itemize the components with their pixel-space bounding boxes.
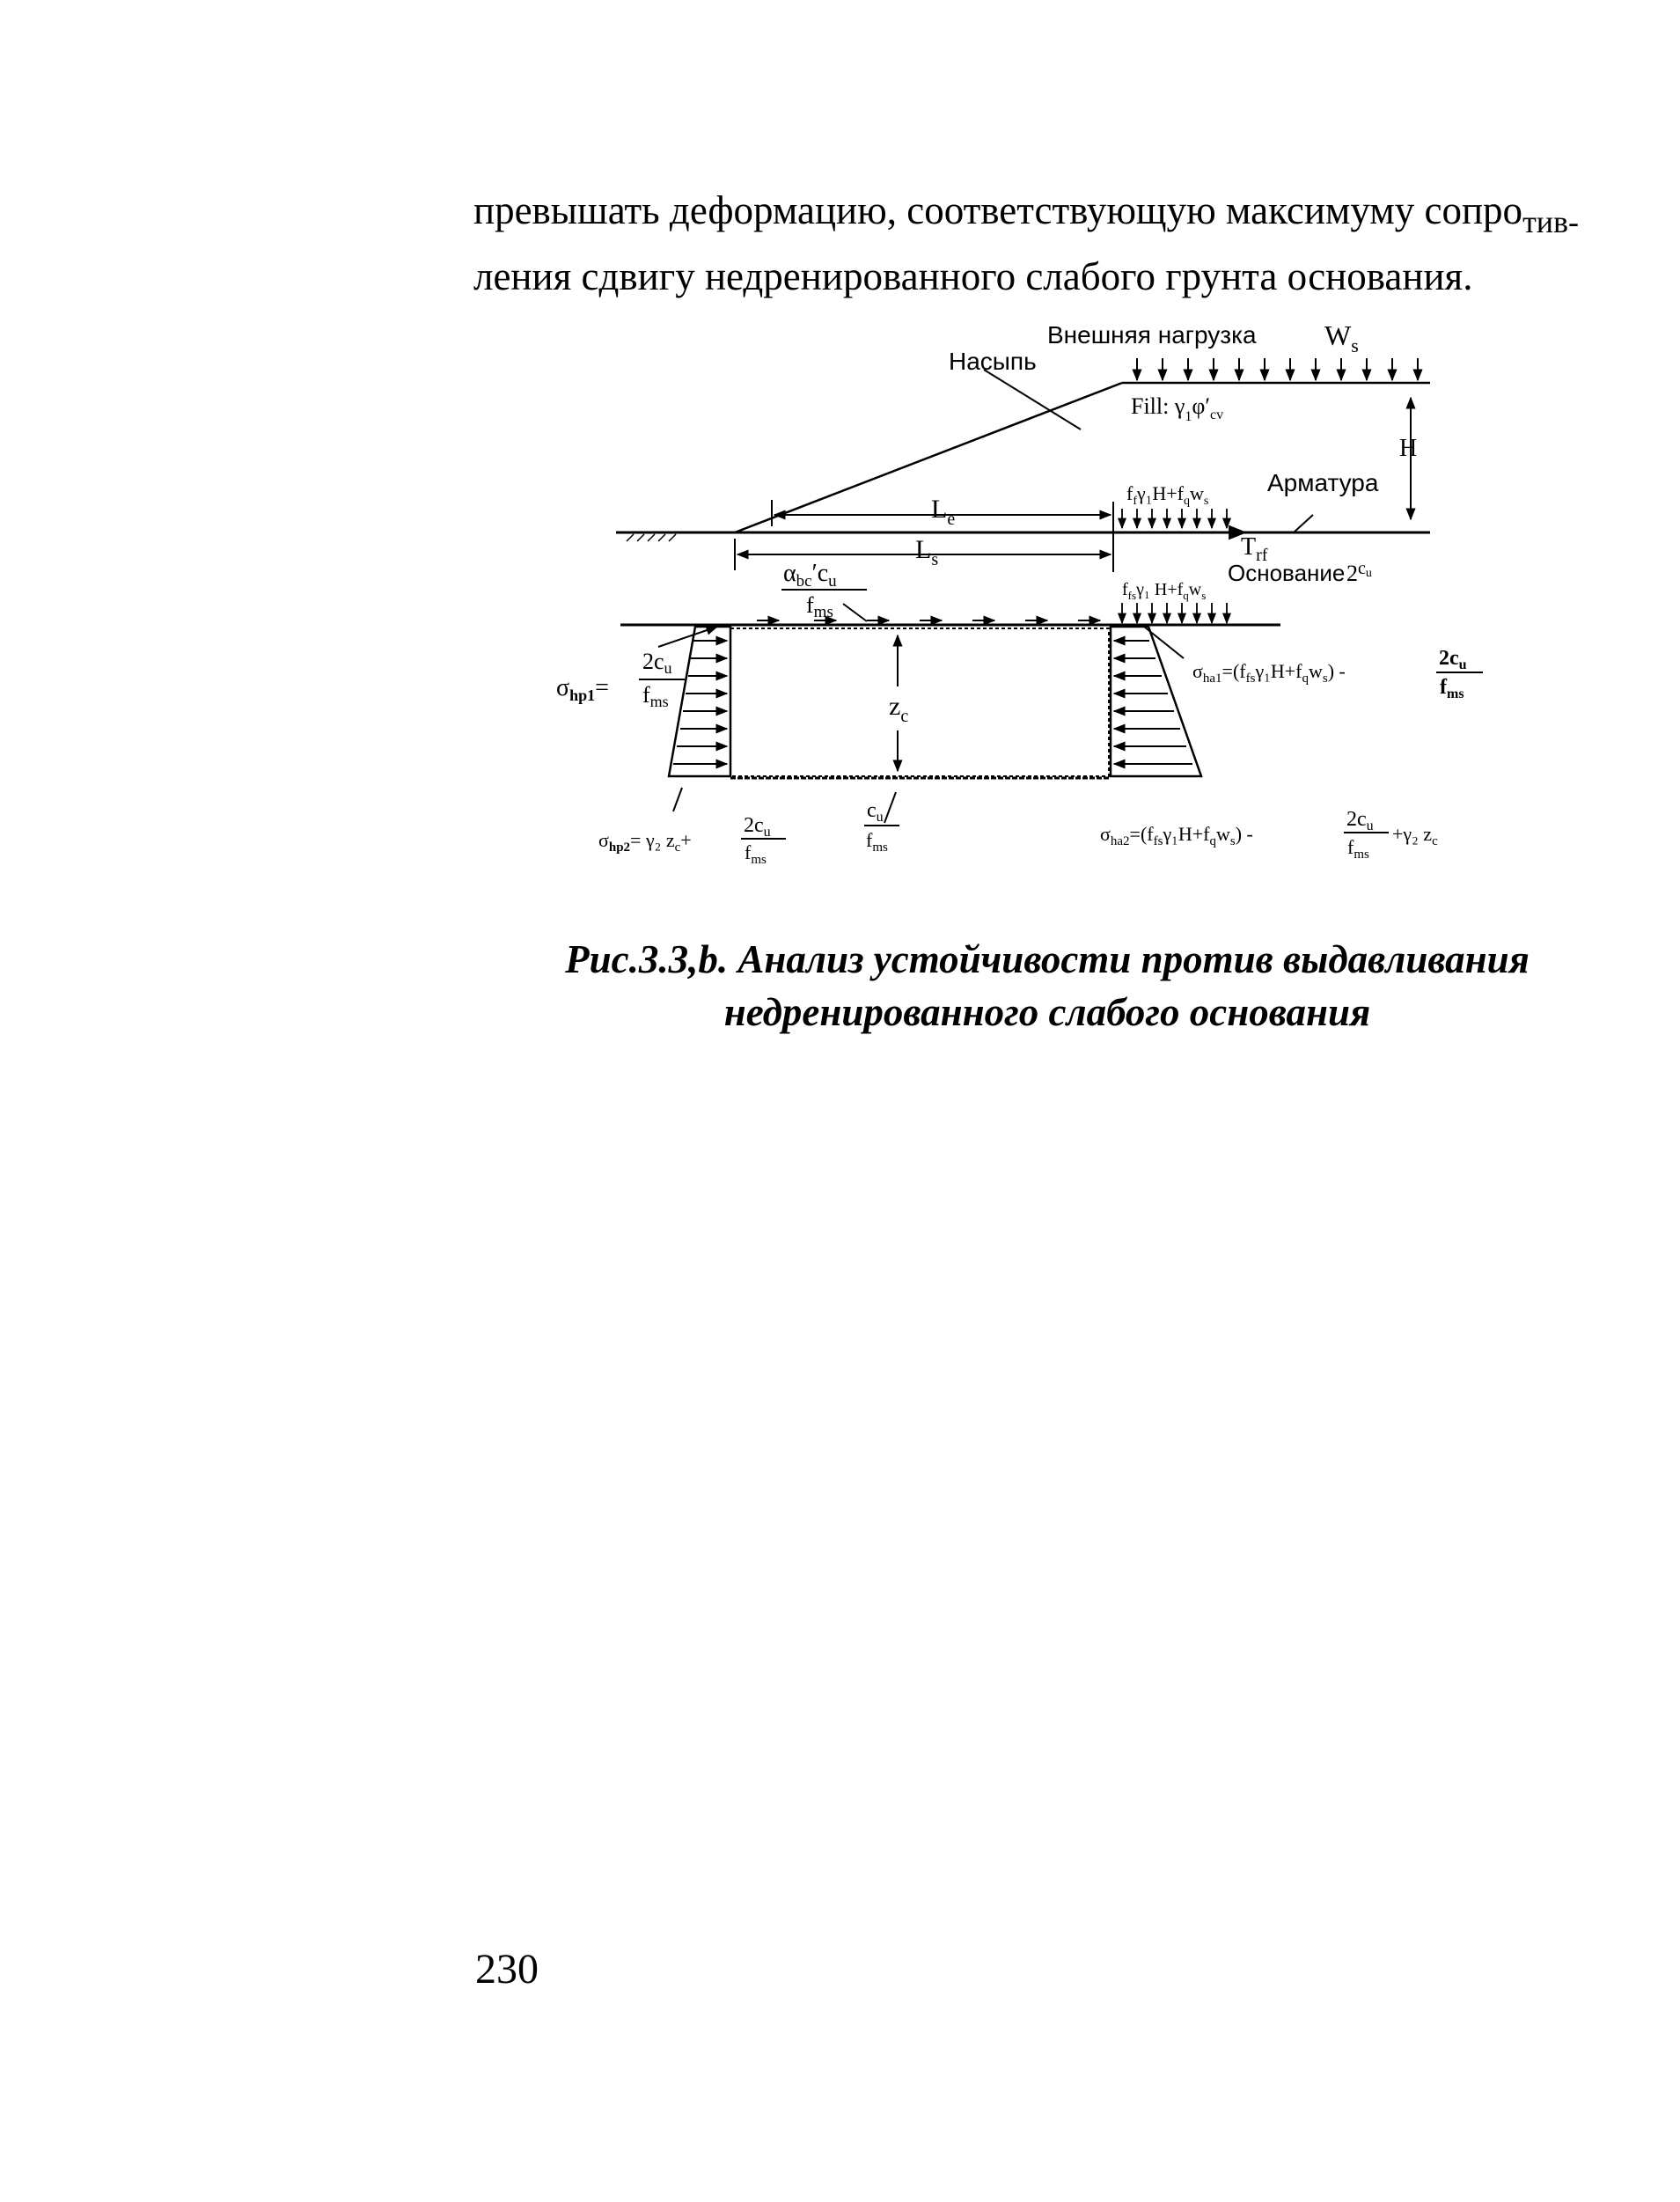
reinforcement-pointer	[1294, 515, 1313, 532]
surcharge-upper-label: $f_f\gamma_1H+f_qw_s$	[1126, 482, 1209, 508]
foundation-label: Основание	[1228, 560, 1346, 586]
reinforcement-label: Арматура	[1267, 469, 1379, 496]
hp2-numerator: $2c_u$	[744, 814, 771, 840]
base-denominator: $f_{ms}$	[866, 829, 888, 855]
ls-label: $L_s$	[915, 535, 939, 569]
embankment-label: Насыпь	[949, 348, 1037, 375]
hp2-denominator: $f_{ms}$	[745, 841, 767, 867]
caption-line-2: недренированного слабого основания	[723, 990, 1371, 1034]
ha2-label: $\sigma_{ha2}=(f_{fs}\gamma_1H+f_qw_s)$ -	[1100, 823, 1253, 848]
alpha-denominator: fms	[806, 592, 833, 621]
ha2-tail: +γ₂ $z_c$	[1392, 823, 1438, 848]
base-numerator: $c_u$	[867, 799, 884, 825]
ha2-numerator: $2c_u$	[1346, 808, 1374, 833]
alpha-numerator: $\alpha_{bc}'c_u$	[783, 560, 837, 591]
load-symbol: $W_s$	[1324, 319, 1359, 356]
base-pointer	[884, 792, 896, 823]
alpha-pointer	[843, 604, 867, 621]
page-number: 230	[475, 1946, 539, 1993]
surcharge-load-arrows	[1137, 358, 1418, 380]
active-pressure-arrows	[1114, 641, 1192, 764]
sliding-block	[730, 628, 1109, 776]
ha1-denominator: $f_{ms}$	[1440, 676, 1464, 701]
embankment-slope	[735, 383, 1122, 532]
body-line-2: ления сдвигу недренированного слабого грунта основания.	[473, 254, 1473, 298]
body-line-1-main: превышать деформацию, соответствующую максимуму сопро	[473, 188, 1523, 232]
trf-label: $T_{rf}$	[1241, 533, 1268, 565]
active-pressure-diagram	[1111, 627, 1201, 776]
figure-caption	[475, 933, 1619, 1039]
passive-pressure-diagram	[669, 627, 730, 776]
ha1-numerator: $2c_u$	[1439, 647, 1467, 672]
embankment-stability-figure	[0, 0, 1680, 924]
ha1-pointer	[1144, 627, 1184, 658]
hp1-numerator: 2cu	[642, 649, 672, 677]
foundation-surcharge-arrows	[1122, 603, 1227, 623]
fill-label: Fill: $\gamma_1\varphi'_{cv}$	[1131, 393, 1224, 424]
hp2-pointer	[673, 788, 682, 811]
surcharge-lower-label: $f_{fs}\gamma_1$ $H+f_qw_s$	[1122, 580, 1207, 602]
le-label: $L_e$	[931, 495, 956, 529]
hp1-label: $\sigma_{hp1}=$	[556, 674, 609, 704]
ha1-label: $\sigma_{ha1}=(f_{fs}\gamma_1H+f_qw_s)$ -	[1192, 660, 1346, 686]
reinforcement-surcharge-arrows	[1122, 509, 1227, 528]
zc-label: $z_c$	[889, 692, 909, 726]
caption-line-1: Рис.3.3,b. Анализ устойчивости против выдавливания	[565, 937, 1530, 981]
hp2-label: $\sigma_{hp2}= \gamma_2$ $z_c+$	[598, 829, 692, 855]
body-line-1-tail: тив-	[1522, 204, 1580, 239]
ground-hatch	[627, 534, 676, 541]
load-label: Внешняя нагрузка	[1047, 321, 1257, 349]
embankment-pointer	[984, 370, 1081, 429]
ha2-denominator: $f_{ms}$	[1347, 836, 1369, 862]
hp1-pointer	[658, 627, 717, 647]
hp1-denominator: fms	[642, 682, 669, 710]
foundation-cu-label: 2$^c$u	[1346, 559, 1372, 586]
height-label: H	[1399, 435, 1418, 462]
